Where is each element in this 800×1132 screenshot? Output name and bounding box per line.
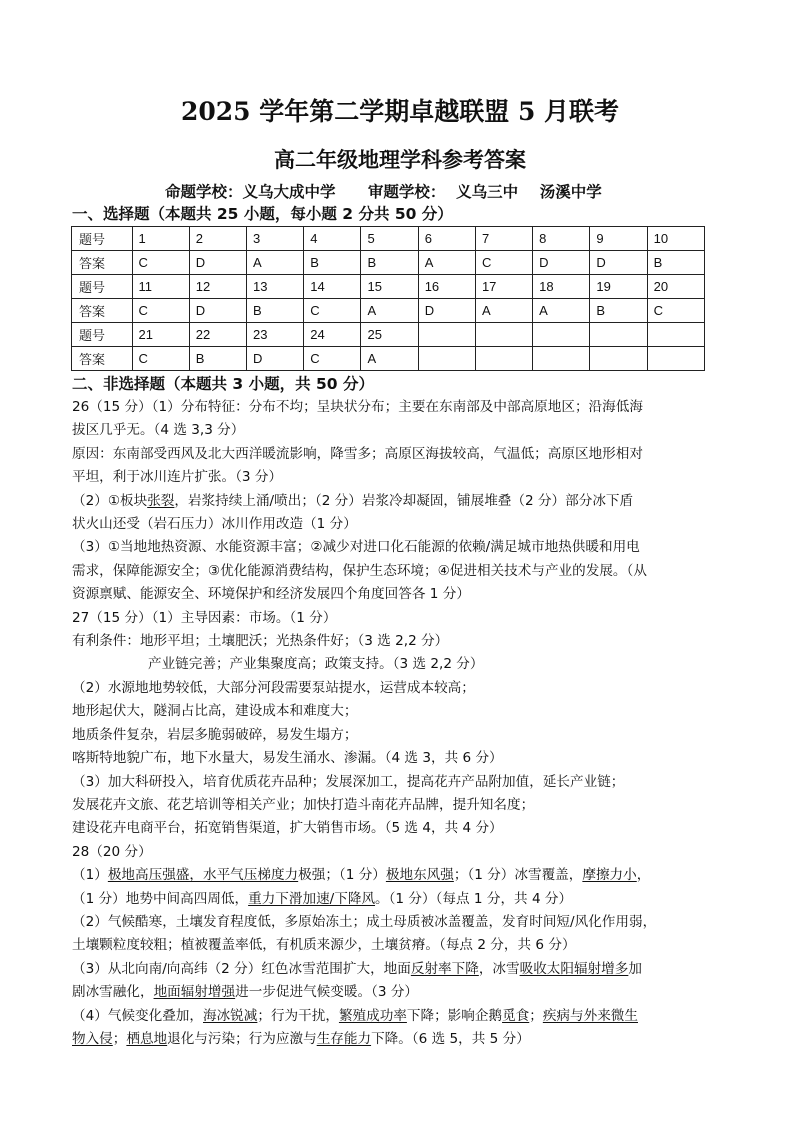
answer-cell: B bbox=[647, 251, 704, 275]
text-line: 有利条件：地形平坦；土壤肥沃；光热条件好；（3 选 2,2 分） bbox=[72, 633, 449, 650]
text-line: （2）水源地地势较低，大部分河段需要泵站提水，运营成本较高； bbox=[72, 679, 475, 696]
row-label: 答案 bbox=[72, 347, 133, 371]
text-line: 产业链完善；产业集聚度高；政策支持。（3 选 2,2 分） bbox=[148, 656, 484, 673]
underlined-keyword: 摩擦力小 bbox=[582, 867, 637, 884]
question-number-cell: 24 bbox=[304, 323, 361, 347]
text-line: 剧冰雪融化，地面辐射增强进一步促进气候变暖。（3 分） bbox=[72, 984, 419, 1001]
row-label: 题号 bbox=[72, 227, 133, 251]
question-number-cell: 10 bbox=[647, 227, 704, 251]
text-line: （2）①板块张裂，岩浆持续上涌/喷出；（2 分）岩浆冷却凝固，铺展堆叠（2 分）部分冰下盾 bbox=[72, 492, 634, 509]
document-subtitle: 高二年级地理学科参考答案 bbox=[274, 147, 526, 172]
answer-cell: C bbox=[132, 347, 189, 371]
answer-cell: B bbox=[361, 251, 418, 275]
answer-cell: A bbox=[418, 251, 475, 275]
underlined-keyword: 物入侵 bbox=[72, 1030, 113, 1047]
answer-cell: D bbox=[189, 299, 246, 323]
question-number-cell: 20 bbox=[647, 275, 704, 299]
answer-cell: C bbox=[132, 251, 189, 275]
question-number-cell bbox=[418, 323, 475, 347]
text-line: （3）加大科研投入，培育优质花卉品种；发展深加工，提高花卉产品附加值，延长产业链； bbox=[72, 773, 625, 790]
question-number-cell: 11 bbox=[132, 275, 189, 299]
text-line: 喀斯特地貌广布，地下水量大，易发生涌水、渗漏。（4 选 3，共 6 分） bbox=[72, 750, 503, 767]
text-line: 发展花卉文旅、花艺培训等相关产业；加快打造斗南花卉品牌，提升知名度； bbox=[72, 796, 535, 813]
question-number-cell: 15 bbox=[361, 275, 418, 299]
underlined-keyword: 极地高压强盛，水平气压梯度力 bbox=[107, 867, 299, 884]
question-number-cell bbox=[475, 323, 532, 347]
answer-cell bbox=[647, 347, 704, 371]
question-number-cell: 5 bbox=[361, 227, 418, 251]
text-line: 26（15 分）（1）分布特征：分布不均；呈块状分布；主要在东南部及中部高原地区；沿海低海 bbox=[72, 399, 643, 415]
question-number-cell bbox=[533, 323, 590, 347]
underlined-keyword: 疾病与外来微生 bbox=[542, 1007, 638, 1024]
underlined-keyword: 海冰锐减 bbox=[203, 1007, 258, 1024]
question-number-cell: 9 bbox=[590, 227, 647, 251]
question-number-row bbox=[72, 227, 705, 251]
answer-cell: D bbox=[418, 299, 475, 323]
answer-cell: A bbox=[533, 299, 590, 323]
question-number-row bbox=[72, 323, 705, 347]
question-number-cell: 4 bbox=[304, 227, 361, 251]
question-number-cell: 3 bbox=[247, 227, 304, 251]
question-number-cell bbox=[647, 323, 704, 347]
answer-cell: B bbox=[189, 347, 246, 371]
section-choice-heading: 一、选择题（本题共 25 小题，每小题 2 分共 50 分） bbox=[72, 205, 453, 223]
answer-table bbox=[71, 226, 705, 371]
document-title: 2025 学年第二学期卓越联盟 5 月联考 bbox=[180, 97, 620, 126]
underlined-keyword: 吸收太阳辐射增多 bbox=[519, 960, 629, 977]
answer-cell: B bbox=[247, 299, 304, 323]
answer-cell: C bbox=[304, 299, 361, 323]
underlined-keyword: 繁殖成功率 bbox=[338, 1007, 407, 1024]
question-number-row bbox=[72, 275, 705, 299]
text-line: 拔区几乎无。（4 选 3,3 分） bbox=[72, 422, 245, 439]
text-line: （1）极地高压强盛，水平气压梯度力极强；（1 分）极地东风强；（1 分）冰雪覆盖，摩擦力小， bbox=[72, 867, 651, 884]
section-nonchoice-heading: 二、非选择题（本题共 3 小题，共 50 分） bbox=[72, 375, 374, 393]
answer-row bbox=[72, 251, 705, 275]
answer-cell: D bbox=[590, 251, 647, 275]
text-line: 建设花卉电商平台，拓宽销售渠道，扩大销售市场。（5 选 4，共 4 分） bbox=[72, 820, 503, 837]
underlined-keyword: 极地东风强 bbox=[385, 867, 454, 884]
text-line: （4）气候变化叠加，海冰锐减；行为干扰，繁殖成功率下降；影响企鹅觅食；疾病与外来微生 bbox=[72, 1007, 638, 1024]
question-number-cell: 16 bbox=[418, 275, 475, 299]
answer-cell bbox=[475, 347, 532, 371]
row-label: 题号 bbox=[72, 275, 133, 299]
answer-cell: D bbox=[247, 347, 304, 371]
text-line: 平坦，利于冰川连片扩张。（3 分） bbox=[72, 469, 283, 486]
question-number-cell: 8 bbox=[533, 227, 590, 251]
row-label: 答案 bbox=[72, 299, 133, 323]
text-line: 地形起伏大，隧洞占比高，建设成本和难度大； bbox=[72, 703, 358, 720]
question-number-cell: 23 bbox=[247, 323, 304, 347]
text-line: 需求，保障能源安全；③优化能源消费结构，保护生态环境；④促进相关技术与产业的发展。（从 bbox=[72, 562, 647, 579]
answer-cell: C bbox=[647, 299, 704, 323]
text-line: 28（20 分） bbox=[72, 843, 152, 860]
row-label: 题号 bbox=[72, 323, 133, 347]
underlined-keyword: 生存能力 bbox=[316, 1030, 372, 1047]
question-number-cell: 2 bbox=[189, 227, 246, 251]
underlined-keyword: 觅食 bbox=[502, 1007, 530, 1024]
question-number-cell: 19 bbox=[590, 275, 647, 299]
text-line: 地质条件复杂，岩层多脆弱破碎，易发生塌方； bbox=[72, 726, 358, 743]
text-line: 状火山还受（岩石压力）冰川作用改造（1 分） bbox=[72, 516, 357, 533]
answer-cell: B bbox=[590, 299, 647, 323]
text-line: 原因：东南部受西风及北大西洋暖流影响，降雪多；高原区海拔较高，气温低；高原区地形相对 bbox=[72, 445, 643, 462]
underlined-keyword: 栖息地 bbox=[126, 1030, 168, 1047]
question-number-cell: 7 bbox=[475, 227, 532, 251]
text-line: （1 分）地势中间高四周低，重力下滑加速/下降风。（1 分）（每点 1 分，共 4 分） bbox=[72, 890, 573, 907]
school-info: 命题学校：义乌大成中学 审题学校： 义乌三中 汤溪中学 bbox=[165, 183, 602, 201]
text-line: （3）从北向南/向高纬（2 分）红色冰雪范围扩大，地面反射率下降，冰雪吸收太阳辐射增多加 bbox=[72, 960, 642, 977]
answer-cell bbox=[418, 347, 475, 371]
answer-row bbox=[72, 299, 705, 323]
row-label: 答案 bbox=[72, 251, 133, 275]
underlined-keyword: 地面辐射增强 bbox=[153, 984, 236, 1001]
answer-cell bbox=[533, 347, 590, 371]
text-line: 物入侵；栖息地退化与污染；行为应激与生存能力下降。（6 选 5，共 5 分） bbox=[72, 1030, 530, 1047]
question-number-cell bbox=[590, 323, 647, 347]
answer-cell: A bbox=[361, 299, 418, 323]
underlined-keyword: 张裂 bbox=[147, 492, 175, 509]
text-line: （3）①当地地热资源、水能资源丰富；②减少对进口化石能源的依赖/满足城市地热供暖和用电 bbox=[72, 539, 640, 556]
question-number-cell: 22 bbox=[189, 323, 246, 347]
question-number-cell: 25 bbox=[361, 323, 418, 347]
answer-cell bbox=[590, 347, 647, 371]
answer-cell: C bbox=[475, 251, 532, 275]
answer-cell: A bbox=[247, 251, 304, 275]
question-number-cell: 18 bbox=[533, 275, 590, 299]
answer-cell: A bbox=[475, 299, 532, 323]
underlined-keyword: 重力下滑加速/下降风 bbox=[248, 890, 376, 907]
text-line: （2）气候酷寒，土壤发育程度低，多原始冻土；成土母质被冰盖覆盖，发育时间短/风化作用弱， bbox=[72, 913, 657, 930]
question-number-cell: 17 bbox=[475, 275, 532, 299]
text-line: 资源禀赋、能源安全、环境保护和经济发展四个角度回答各 1 分） bbox=[72, 586, 470, 603]
answer-cell: C bbox=[304, 347, 361, 371]
text-line: 27（15 分）（1）主导因素：市场。（1 分） bbox=[72, 609, 337, 626]
answer-cell: D bbox=[533, 251, 590, 275]
answer-cell: B bbox=[304, 251, 361, 275]
underlined-keyword: 反射率下降 bbox=[410, 960, 479, 977]
answer-cell: A bbox=[361, 347, 418, 371]
answer-cell: D bbox=[189, 251, 246, 275]
question-number-cell: 13 bbox=[247, 275, 304, 299]
question-number-cell: 14 bbox=[304, 275, 361, 299]
answer-cell: C bbox=[132, 299, 189, 323]
question-number-cell: 1 bbox=[132, 227, 189, 251]
question-number-cell: 21 bbox=[132, 323, 189, 347]
answer-text bbox=[72, 396, 732, 1051]
text-line: 土壤颗粒度较粗；植被覆盖率低，有机质来源少，土壤贫瘠。（每点 2 分，共 6 分） bbox=[72, 937, 576, 954]
answer-row bbox=[72, 347, 705, 371]
question-number-cell: 6 bbox=[418, 227, 475, 251]
question-number-cell: 12 bbox=[189, 275, 246, 299]
